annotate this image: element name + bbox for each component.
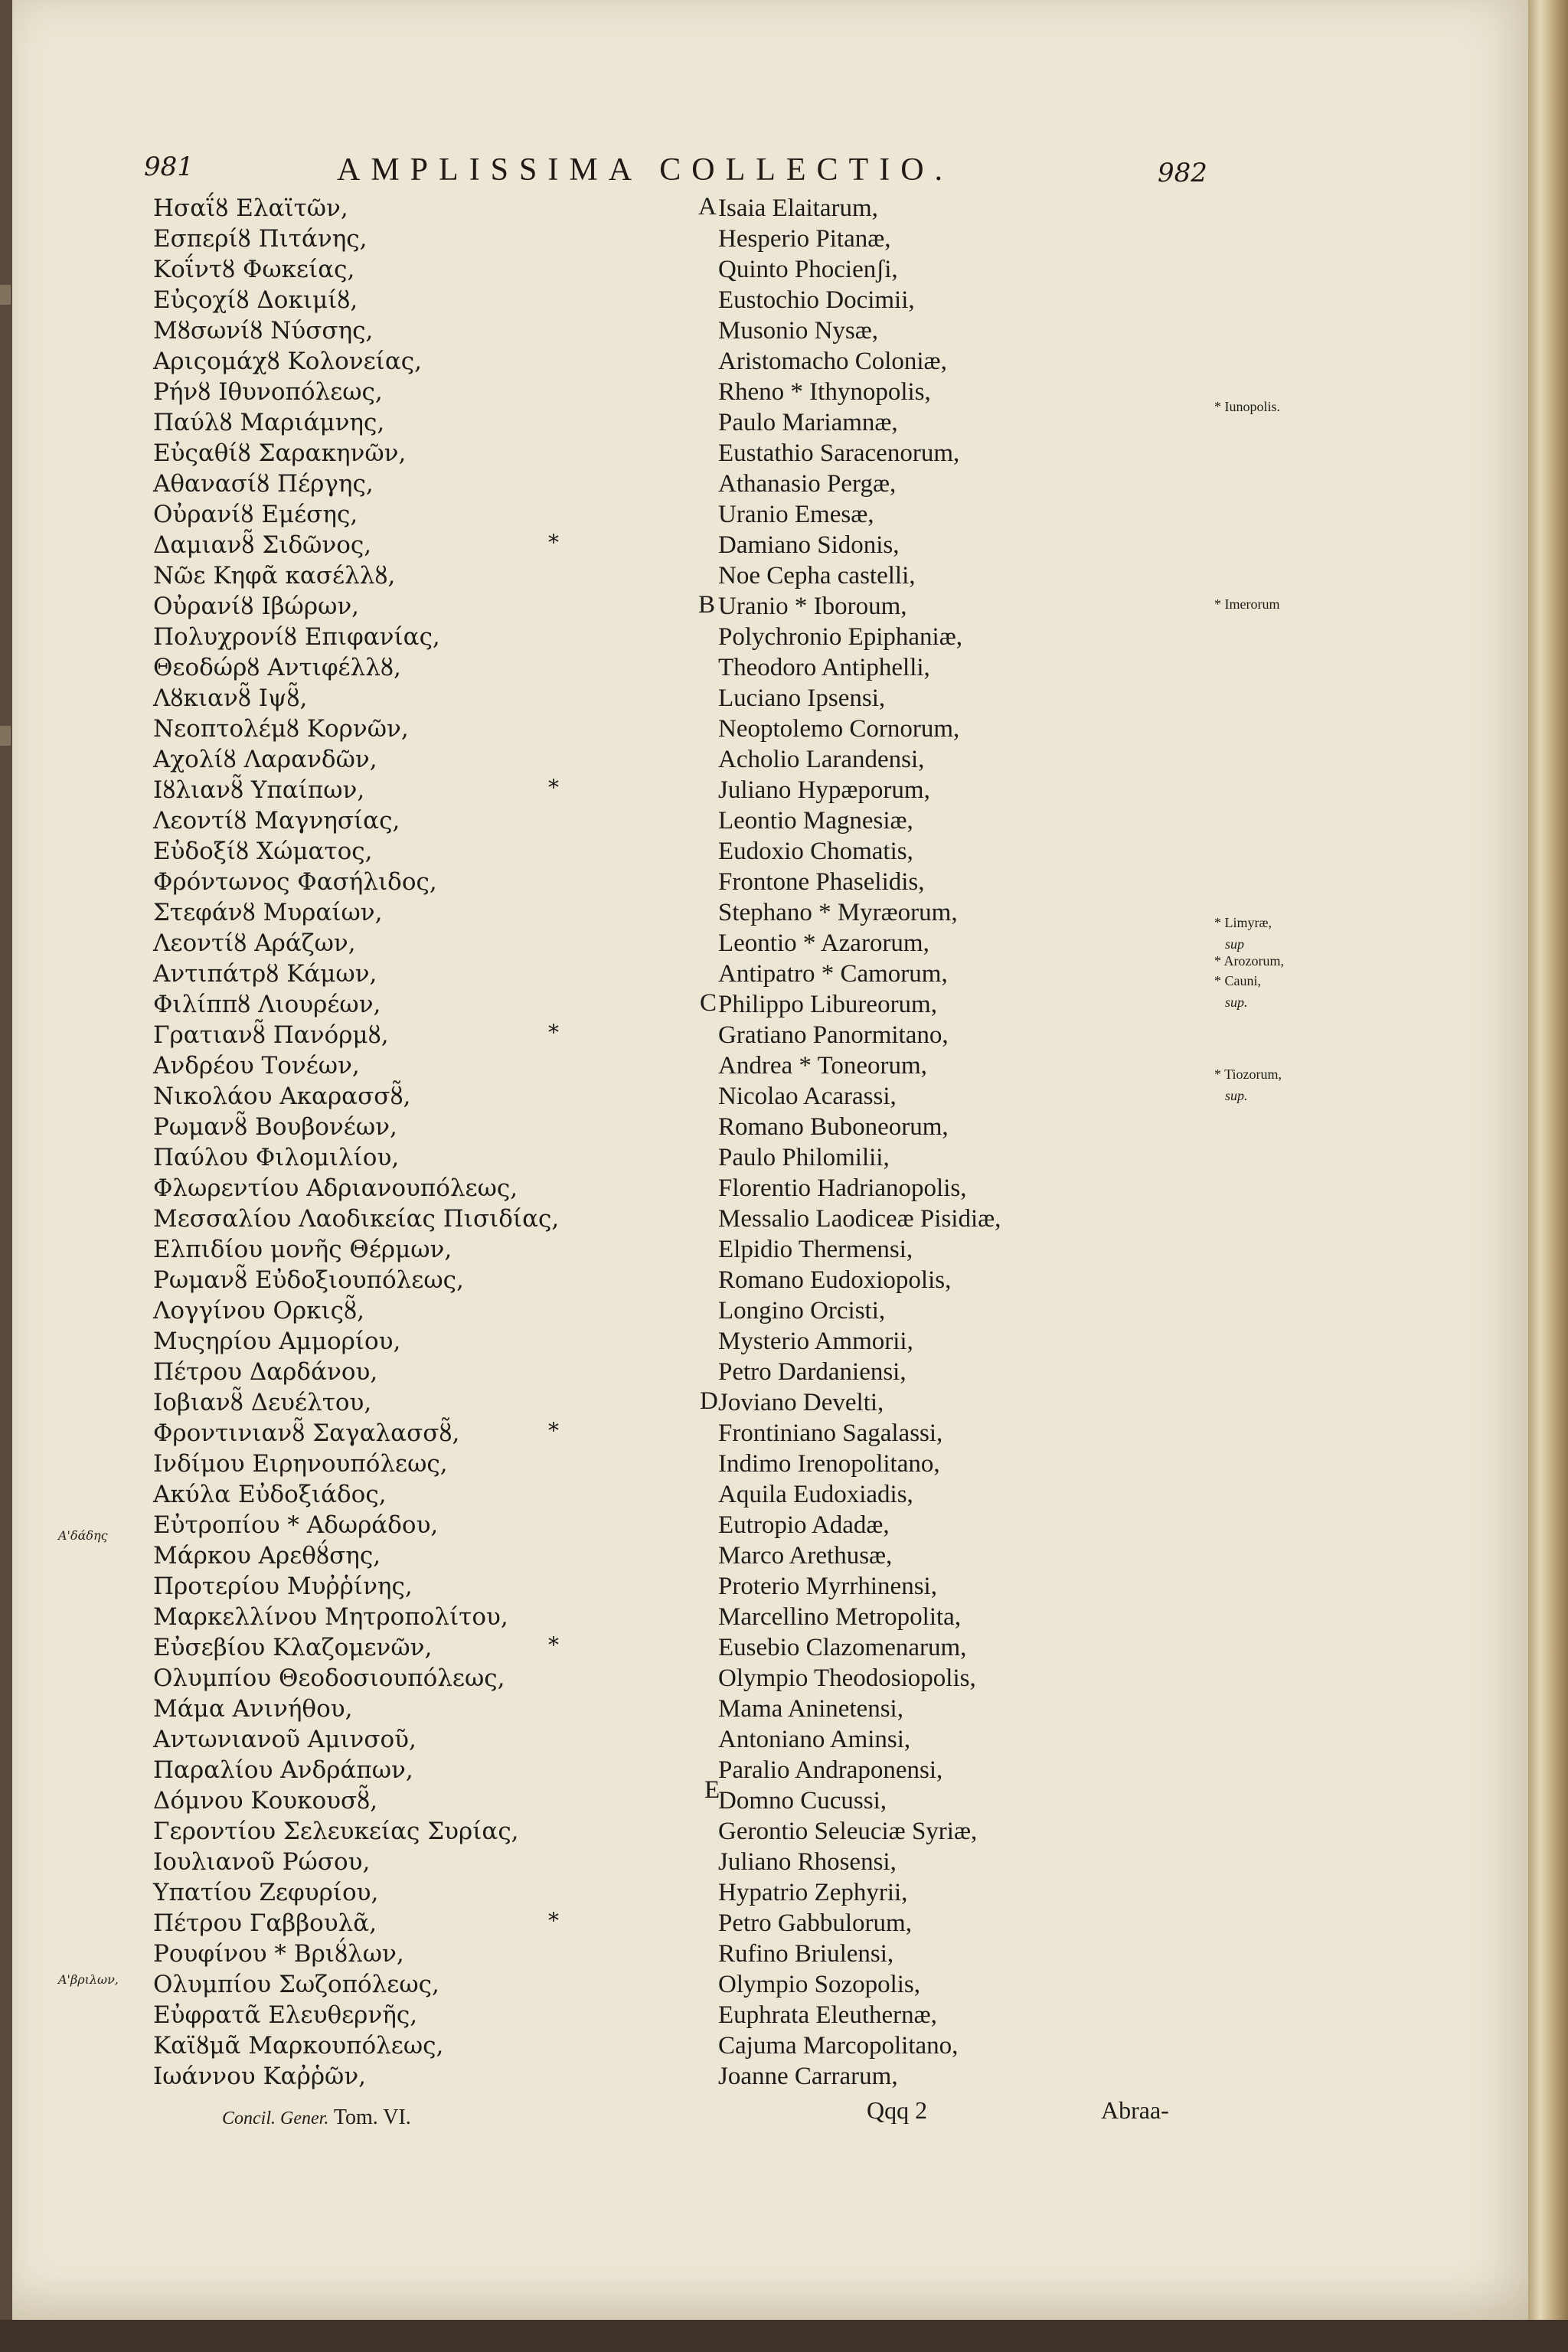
name-entry: Antoniano Aminsi, [718,1726,911,1753]
footer-concil: Concil. Gener. [222,2109,329,2128]
running-header [0,152,1568,198]
name-entry: Nicolao Acarassi, [718,1083,897,1110]
name-entry: Andrea * Toneorum, [718,1052,927,1080]
name-entry: Παραλίου Ανδράπων, [153,1756,413,1784]
name-entry: Δόμνου Κουκουσȣ̃, [153,1787,378,1815]
name-entry: Ολυμπίου Θεοδοσιουπόλεως, [153,1664,505,1692]
name-entry: Ελπιδίου μονῆς Θέρμων, [153,1236,452,1263]
name-entry: Noe Cepha castelli, [718,562,916,590]
name-entry: Luciano Ipsensi, [718,684,886,712]
name-entry: Theodoro Antiphelli, [718,654,930,681]
name-entry: Quinto Phocienʃi, [718,256,898,283]
name-entry: Ησαΐȣ Ελαϊτῶν, [153,194,348,222]
name-entry: Florentio Hadrianopolis, [718,1174,967,1202]
name-entry: Rheno * Ithynopolis, [718,378,931,406]
name-entry: Προτερίου Μυῤῥίνης, [153,1573,413,1600]
name-entry: Λεοντίȣ Μαγνησίας, [153,807,400,835]
name-entry: Juliano Rhosensi, [718,1848,897,1876]
name-entry: Εὐδοξίȣ Χώματος, [153,838,373,865]
name-entry: Paulo Philomilii, [718,1144,890,1171]
name-entry: Λογγίνου Ορκιςȣ̃, [153,1297,364,1325]
name-entry: Aquila Eudoxiadis, [718,1481,913,1508]
name-entry: Μεσσαλίου Λαοδικείας Πισιδίας, [153,1205,560,1233]
name-entry: Rufino Briulensi, [718,1940,894,1968]
name-entry: Εὐςοχίȣ Δοκιμίȣ, [153,286,358,314]
name-entry: Polychronio Epiphaniæ, [718,623,962,651]
name-entry: Παύλȣ Μαριάμνης, [153,409,385,436]
name-entry: Εσπερίȣ Πιτάνης, [153,225,368,253]
name-entry: Μάμα Ανινήθου, [153,1695,353,1723]
name-entry: Neoptolemo Cornorum, [718,715,960,743]
left-margin-note: Α'βριλων, [58,1972,119,1987]
name-entry: Acholio Larandensi, [718,746,925,773]
latin-column [718,193,1147,2092]
name-entry: Οὐρανίȣ Εμέσης, [153,501,358,528]
name-entry: Θεοδώρȣ Αντιφέλλȣ, [153,654,401,681]
name-entry: Νεοπτολέμȣ Κορνῶν, [153,715,409,743]
name-entry: Φροντινιανȣ̃ Σαγαλασσȣ̃, [153,1419,460,1447]
name-entry: Aristomacho Coloniæ, [718,348,947,375]
name-entry: Δαμιανȣ̃ Σιδῶνος, [153,531,372,559]
name-entry: Elpidio Thermensi, [718,1236,913,1263]
footer-catchword: Abraa- [1101,2096,1169,2124]
name-entry: Καϊȣμᾶ Μαρκουπόλεως, [153,2032,444,2060]
footer-tom: Tom. VI. [333,2105,411,2129]
section-letter-e: E [704,1776,720,1804]
name-entry: Romano Eudoxiopolis, [718,1266,952,1294]
side-note: * Imerorum [1214,596,1280,612]
name-entry: Εὐσεβίου Κλαζομενῶν, [153,1634,433,1661]
name-entry: Petro Gabbulorum, [718,1909,912,1937]
name-entry: Ινδίμου Ειρηνουπόλεως, [153,1450,448,1478]
name-entry: Leontio * Azarorum, [718,929,929,957]
name-entry: Ιȣλιανȣ̃ Υπαίπων, [153,776,365,804]
name-entry: Juliano Hypæporum, [718,776,930,804]
name-entry: Uranio * Iboroum, [718,593,907,620]
footer-signature: Qqq 2 [867,2096,928,2124]
name-entry: Μȣσωνίȣ Νύσσης, [153,317,374,345]
name-entry: Αριςομάχȣ Κολονείας, [153,348,422,375]
name-entry: Hypatrio Zephyrii, [718,1879,908,1906]
name-entry: Πέτρου Δαρδάνου, [153,1358,378,1386]
name-entry: Gratiano Panormitano, [718,1021,949,1049]
name-entry: Ανδρέου Τονέων, [153,1052,360,1080]
asterisk-mark: * [548,775,559,800]
name-entry: Νικολάου Ακαρασσȣ̃, [153,1083,411,1110]
name-entry: Romano Buboneorum, [718,1113,949,1141]
name-entry: Ρωμανȣ̃ Εὐδοξιουπόλεως, [153,1266,464,1294]
name-entry: Indimo Irenopolitano, [718,1450,940,1478]
page-bottom-edge [0,2320,1568,2352]
name-entry: Νῶε Κηφᾶ κασέλλȣ, [153,562,396,590]
name-entry: Αντωνιανοῦ Αμινσοῦ, [153,1726,416,1753]
name-entry: Domno Cucussi, [718,1787,887,1815]
side-note: * Tiozorum, [1214,1067,1282,1082]
name-entry: Οὐρανίȣ Ιβώρων, [153,593,360,620]
name-entry: Euphrata Eleuthernæ, [718,2001,937,2029]
name-entry: Cajuma Marcopolitano, [718,2032,959,2060]
name-entry: Ιωάννου Καῤῥῶν, [153,2063,367,2090]
name-entry: Isaia Elaitarum, [718,194,878,222]
left-margin-note: Α'δάδης [58,1528,108,1543]
name-entry: Damiano Sidonis, [718,531,900,559]
name-entry: Εὐφρατᾶ Ελευθερνῆς, [153,2001,418,2029]
section-letter-d: D [700,1387,718,1415]
name-entry: Leontio Magnesiæ, [718,807,913,835]
side-note: * Iunopolis. [1214,399,1281,414]
greek-column [153,193,560,2092]
name-entry: Ολυμπίου Σωζοπόλεως, [153,1971,439,1998]
name-entry: Proterio Myrrhinensi, [718,1573,937,1600]
name-entry: Γρατιανȣ̃ Πανόρμȣ, [153,1021,389,1049]
name-entry: Stephano * Myræorum, [718,899,958,926]
name-entry: Philippo Libureorum, [718,991,937,1018]
margin-mark [0,726,11,746]
page-number-right: 982 [1158,158,1207,188]
section-letter-a: A [698,193,717,220]
page-number-left: 981 [144,152,194,182]
name-entry: Eustathio Saracenorum, [718,439,960,467]
name-entry: Εὐςαθίȣ Σαρακηνῶν, [153,439,407,467]
name-entry: Joviano Develti, [718,1389,884,1416]
name-entry: Κοΐντȣ Φωκείας, [153,256,355,283]
name-entry: Paralio Andraponensi, [718,1756,943,1784]
name-entry: Στεφάνȣ Μυραίων, [153,899,383,926]
asterisk-mark: * [548,1418,559,1443]
name-entry: Μυςηρίου Αμμορίου, [153,1328,401,1355]
asterisk-mark: * [548,530,559,555]
name-entry: Frontiniano Sagalassi, [718,1419,943,1447]
name-entry: Eusebio Clazomenarum, [718,1634,967,1661]
book-spine [1528,0,1568,2352]
name-entry: Αθανασίȣ Πέργης, [153,470,374,498]
footer-volume [222,2105,411,2130]
name-entry: Αντιπάτρȣ Κάμων, [153,960,377,988]
margin-mark [0,285,11,305]
name-entry: Πέτρου Γαββουλᾶ, [153,1909,377,1937]
name-entry: Λεοντίȣ Αράζων, [153,929,356,957]
name-entry: Μάρκου Αρεθȣ́σης, [153,1542,381,1570]
name-entry: Hesperio Pitanæ, [718,225,891,253]
name-entry: Eudoxio Chomatis, [718,838,913,865]
name-entry: Ιουλιανοῦ Ρώσου, [153,1848,371,1876]
asterisk-mark: * [548,1908,559,1933]
name-entry: Εὐτροπίου * Αδωράδου, [153,1511,439,1539]
name-entry: Παύλου Φιλομιλίου, [153,1144,400,1171]
side-note: sup. [1225,1088,1248,1103]
name-entry: Marcellino Metropolita, [718,1603,962,1631]
name-entry: Eustochio Docimii, [718,286,915,314]
name-entry: Λȣκιανȣ̃ Ιψȣ̃, [153,684,308,712]
running-title: AMPLISSIMA COLLECTIO. [337,152,954,188]
name-entry: Musonio Nysæ, [718,317,879,345]
section-letter-b: B [698,591,716,619]
name-entry: Eutropio Adadæ, [718,1511,890,1539]
name-entry: Γεροντίου Σελευκείας Συρίας, [153,1818,519,1845]
side-note: * Cauni, [1214,973,1261,988]
name-entry: Ακύλα Εὐδοξιάδος, [153,1481,387,1508]
name-entry: Athanasio Pergæ, [718,470,897,498]
name-entry: Φιλίππȣ Λιουρέων, [153,991,381,1018]
name-entry: Petro Dardaniensi, [718,1358,906,1386]
name-entry: Messalio Laodiceæ Pisidiæ, [718,1205,1001,1233]
name-entry: Ιοβιανȣ̃ Δευέλτου, [153,1389,372,1416]
name-entry: Υπατίου Ζεφυρίου, [153,1879,379,1906]
name-entry: Gerontio Seleuciæ Syriæ, [718,1818,978,1845]
name-entry: Φλωρεντίου Αδριανουπόλεως, [153,1174,518,1202]
name-entry: Antipatro * Camorum, [718,960,948,988]
asterisk-mark: * [548,1632,559,1658]
name-entry: Paulo Mariamnæ, [718,409,898,436]
asterisk-mark: * [548,1020,559,1045]
name-entry: Ρήνȣ Ιθυνοπόλεως, [153,378,383,406]
name-entry: Olympio Theodosiopolis, [718,1664,976,1692]
section-letter-c: C [700,989,717,1017]
name-entry: Ρουφίνου * Βριȣ́λων, [153,1940,404,1968]
name-entry: Marco Arethusæ, [718,1542,893,1570]
name-entry: Μαρκελλίνου Μητροπολίτου, [153,1603,508,1631]
side-note: sup [1225,936,1245,952]
name-entry: Φρόντωνος Φασήλιδος, [153,868,437,896]
side-note: * Arozorum, [1214,953,1284,969]
name-entry: Olympio Sozopolis, [718,1971,921,1998]
name-entry: Longino Orcisti, [718,1297,886,1325]
name-entry: Mysterio Ammorii, [718,1328,913,1355]
name-entry: Ρωμανȣ̃ Βουβονέων, [153,1113,397,1141]
name-entry: Joanne Carrarum, [718,2063,898,2090]
name-entry: Αχολίȣ Λαρανδῶν, [153,746,377,773]
side-note: sup. [1225,995,1248,1010]
name-entry: Mama Aninetensi, [718,1695,903,1723]
name-entry: Uranio Emesæ, [718,501,874,528]
name-entry: Πολυχρονίȣ Επιφανίας, [153,623,440,651]
side-note: * Limyræ, [1214,915,1272,930]
name-entry: Frontone Phaselidis, [718,868,925,896]
